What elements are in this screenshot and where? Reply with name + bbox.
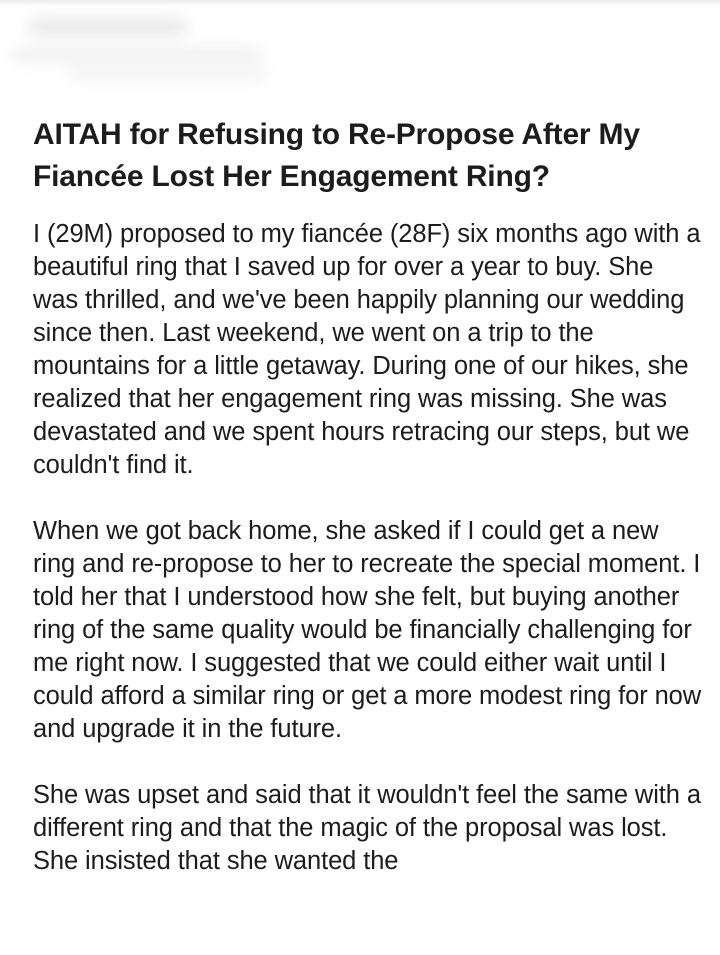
blurred-meta-line [12, 48, 262, 62]
post-body [33, 218, 703, 878]
post-paragraph: I (29M) proposed to my fiancée (28F) six months ago with a beautiful ring that I saved up for over a year to buy. She was thrilled, and we've been happily planning our wedding since then. Last weekend, we went on a trip to the mountains for a little getaway. During one of our hikes, she realized that her engagement ring was missing. She was devastated and we spent hours retracing our steps, but we couldn't find it. [33, 220, 701, 479]
post-paragraph: When we got back home, she asked if I could get a new ring and re-propose to her to recreate the special moment. I told her that I understood how she felt, but buying another ring of the same quality would be financially challenging for me right now. I suggested that we could either wait until I could afford a similar ring or get a more modest ring for now and upgrade it in the future. [33, 517, 702, 743]
top-edge [0, 0, 720, 6]
blurred-header [8, 14, 308, 94]
blurred-username [28, 18, 188, 36]
post-paragraph: She was upset and said that it wouldn't feel the same with a different ring and that the magic of the proposal was lost. She insisted that she wanted the [33, 781, 701, 875]
blurred-meta-line-2 [68, 68, 268, 80]
post [33, 114, 703, 911]
post-title: AITAH for Refusing to Re-Propose After My Fiancée Lost Her Engagement Ring? [33, 118, 640, 193]
